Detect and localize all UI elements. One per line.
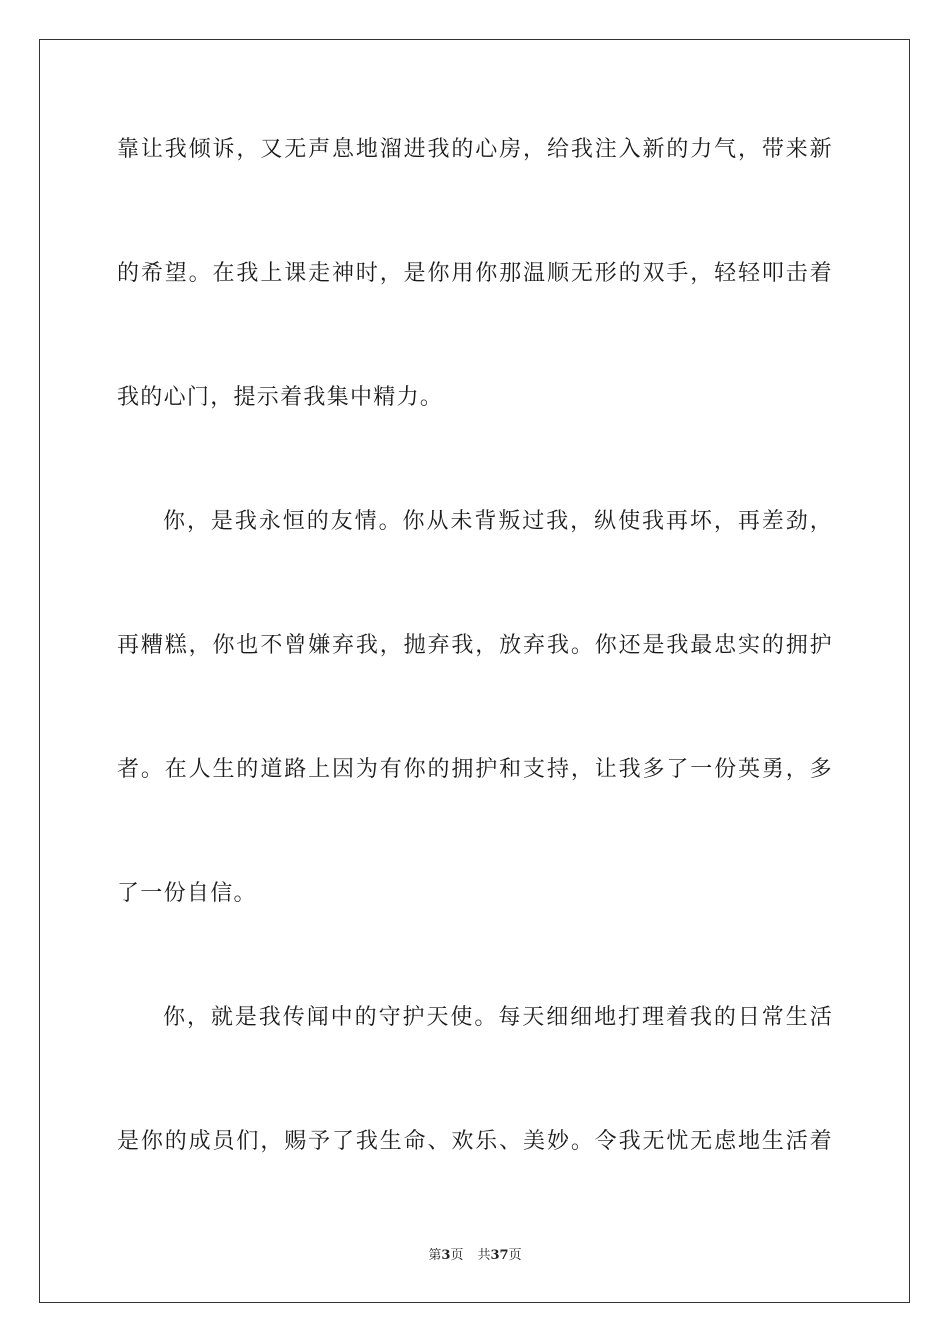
page-number: 3 xyxy=(441,1248,451,1263)
text-line-1: 靠让我倾诉，又无声息地溜进我的心房，给我注入新的力气，带来新 xyxy=(117,137,833,162)
total-suffix: 页 xyxy=(508,1248,522,1263)
page-suffix: 页 xyxy=(450,1248,464,1263)
text-line-4: 你，是我永恒的友情。你从未背叛过我，纵使我再坏，再差劲， xyxy=(163,509,833,534)
total-prefix: 共 xyxy=(477,1248,491,1263)
text-line-2: 的希望。在我上课走神时，是你用你那温顺无形的双手，轻轻叩击着 xyxy=(117,261,833,286)
text-line-6: 者。在人生的道路上因为有你的拥护和支持，让我多了一份英勇，多 xyxy=(117,757,833,782)
text-line-7: 了一份自信。 xyxy=(117,881,257,906)
text-line-8: 你，就是我传闻中的守护天使。每天细细地打理着我的日常生活 xyxy=(163,1005,833,1030)
page-prefix: 第 xyxy=(428,1248,442,1263)
page-border xyxy=(39,39,910,1303)
text-line-5: 再糟糕，你也不曾嫌弃我，抛弃我，放弃我。你还是我最忠实的拥护 xyxy=(117,633,833,658)
text-line-9: 是你的成员们，赐予了我生命、欢乐、美妙。令我无忧无虑地生活着 xyxy=(117,1129,833,1154)
total-pages: 37 xyxy=(490,1248,509,1263)
page-footer xyxy=(0,1247,950,1265)
text-line-3: 我的心门，提示着我集中精力。 xyxy=(117,385,444,410)
